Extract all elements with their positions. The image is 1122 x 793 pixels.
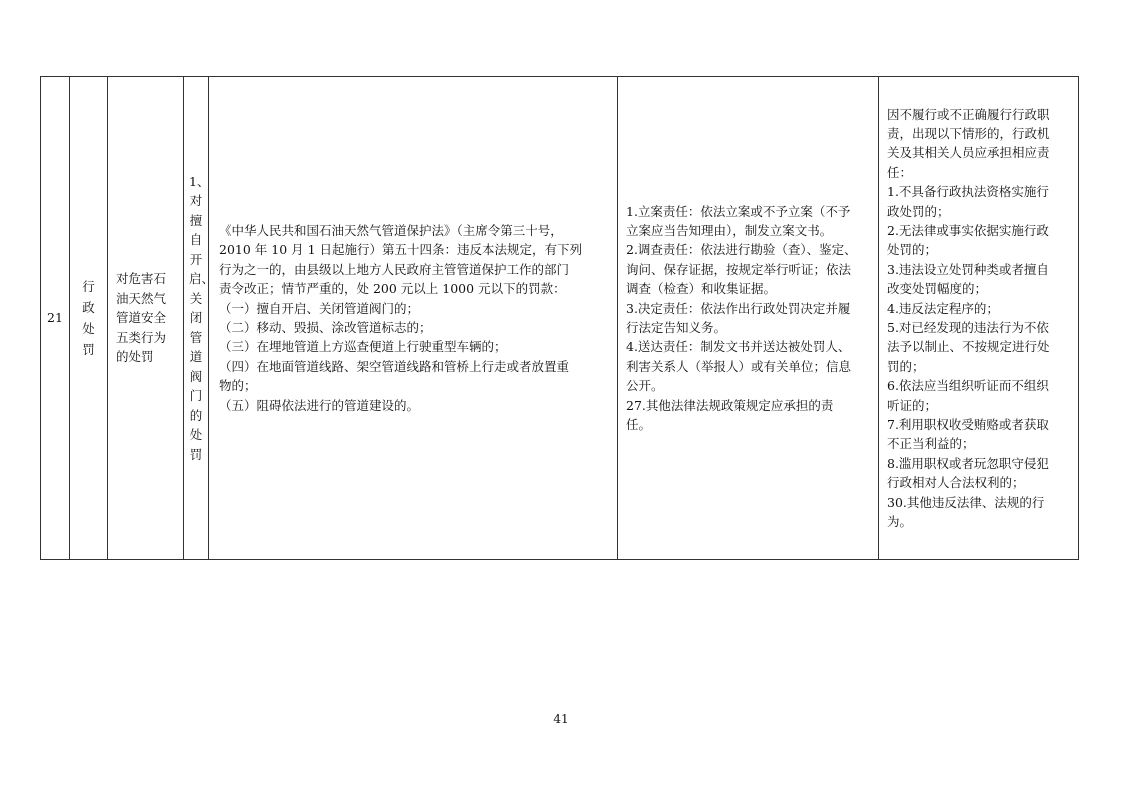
responsibility-line: 利害关系人（举报人）或有关单位；信息 [626, 358, 852, 374]
item-name-line: 油天然气 [116, 290, 167, 306]
liability-line: 听证的； [887, 397, 938, 413]
responsibility-line: 立案应当告知理由），制发立案文书。 [626, 222, 833, 238]
page-number: 41 [553, 712, 569, 726]
legal-basis-line: （三）在埋地管道上方巡查便道上行驶重型车辆的； [219, 339, 507, 355]
responsibility-line: 1.立案责任：依法立案或不予立案（不予 [626, 203, 851, 219]
liability-line: 4.违反法定程序的； [887, 300, 999, 316]
sub-item-cell [184, 77, 215, 560]
liability-line: 行政相对人合法权利的； [887, 475, 1025, 491]
liability-line: 7.利用职权收受贿赂或者获取 [887, 417, 1049, 433]
liability-line: 政处罚的； [887, 203, 950, 219]
liability-line: 责，出现以下情形的，行政机 [887, 125, 1050, 141]
responsibility-line: 2.调查责任：依法进行勘验（查）、鉴定、 [626, 242, 857, 258]
liability-line: 不正当利益的； [887, 436, 975, 452]
liability-line: 2.无法律或事实依据实施行政 [887, 222, 1049, 238]
row-number: 21 [41, 77, 70, 560]
liability-line: 30.其他违反法律、法规的行 [887, 494, 1045, 510]
legal-basis-line: （四）在地面管道线路、架空管道线路和管桥上行走或者放置重 [219, 358, 570, 374]
legal-basis-line: （一）擅自开启、关闭管道阀门的； [219, 300, 420, 316]
liability-line: 为。 [887, 514, 913, 530]
legal-basis-line: 2010 年 10 月 1 日起施行）第五十四条：违反本法规定，有下列 [219, 242, 583, 258]
liability-line: 3.违法设立处罚种类或者擅自 [887, 261, 1049, 277]
responsibility-line: 4.送达责任：制发文书并送达被处罚人、 [626, 339, 851, 355]
responsibility-line: 27.其他法律法规政策规定应承担的责 [626, 397, 834, 413]
liability-line: 8.滥用职权或者玩忽职守侵犯 [887, 455, 1049, 471]
liability-line: 改变处罚幅度的； [887, 281, 988, 297]
responsibility-line: 调查（检查）和收集证据。 [626, 281, 777, 297]
liability-line: 因不履行或不正确履行行政职 [887, 106, 1050, 122]
responsibility-line: 3.决定责任：依法作出行政处罚决定并履 [626, 300, 851, 316]
liability-cell [879, 77, 1079, 560]
liability-line: 法予以制止、不按规定进行处 [887, 339, 1050, 355]
responsibility-cell [618, 77, 879, 560]
item-name-cell [108, 77, 184, 560]
liability-line: 关及其相关人员应承担相应责 [887, 145, 1050, 161]
liability-line: 5.对已经发现的违法行为不依 [887, 320, 1049, 335]
responsibility-line: 任。 [626, 417, 652, 433]
table-row [41, 77, 1079, 560]
legal-basis-line: 行为之一的，由县级以上地方人民政府主管管道保护工作的部门 [219, 261, 570, 277]
legal-basis-line: （五）阻碍依法进行的管道建设的。 [219, 397, 420, 413]
legal-basis-cell [209, 77, 618, 560]
liability-line: 1.不具备行政执法资格实施行 [887, 184, 1049, 200]
item-name-line: 管道安全 [116, 310, 167, 326]
responsibility-line: 公开。 [626, 378, 664, 394]
legal-basis-line: 《中华人民共和国石油天然气管道保护法》（主席令第三十号， [219, 222, 563, 238]
item-name-line: 的处罚 [116, 349, 154, 365]
legal-basis-line: （二）移动、毁损、涂改管道标志的； [219, 320, 432, 335]
responsibility-line: 行法定告知义务。 [626, 320, 727, 335]
responsibility-line: 询问、保存证据，按规定举行听证；依法 [626, 261, 852, 277]
liability-line: 罚的； [887, 358, 925, 374]
liability-line: 6.依法应当组织听证而不组织 [887, 378, 1049, 394]
legal-basis-line: 物的； [219, 378, 257, 394]
sub-item-text: 1、对擅自开启、关闭管道阀门的处罚 [189, 173, 215, 462]
item-name-line: 对危害石 [116, 271, 167, 287]
item-name-line: 五类行为 [116, 329, 167, 345]
authority-table [40, 76, 1079, 560]
category-text: 行政处罚 [82, 279, 95, 357]
liability-line: 处罚的； [887, 242, 938, 258]
liability-line: 任： [887, 164, 913, 180]
category-cell [70, 77, 108, 560]
legal-basis-line: 责令改正；情节严重的，处 200 元以上 1000 元以下的罚款： [219, 281, 566, 297]
